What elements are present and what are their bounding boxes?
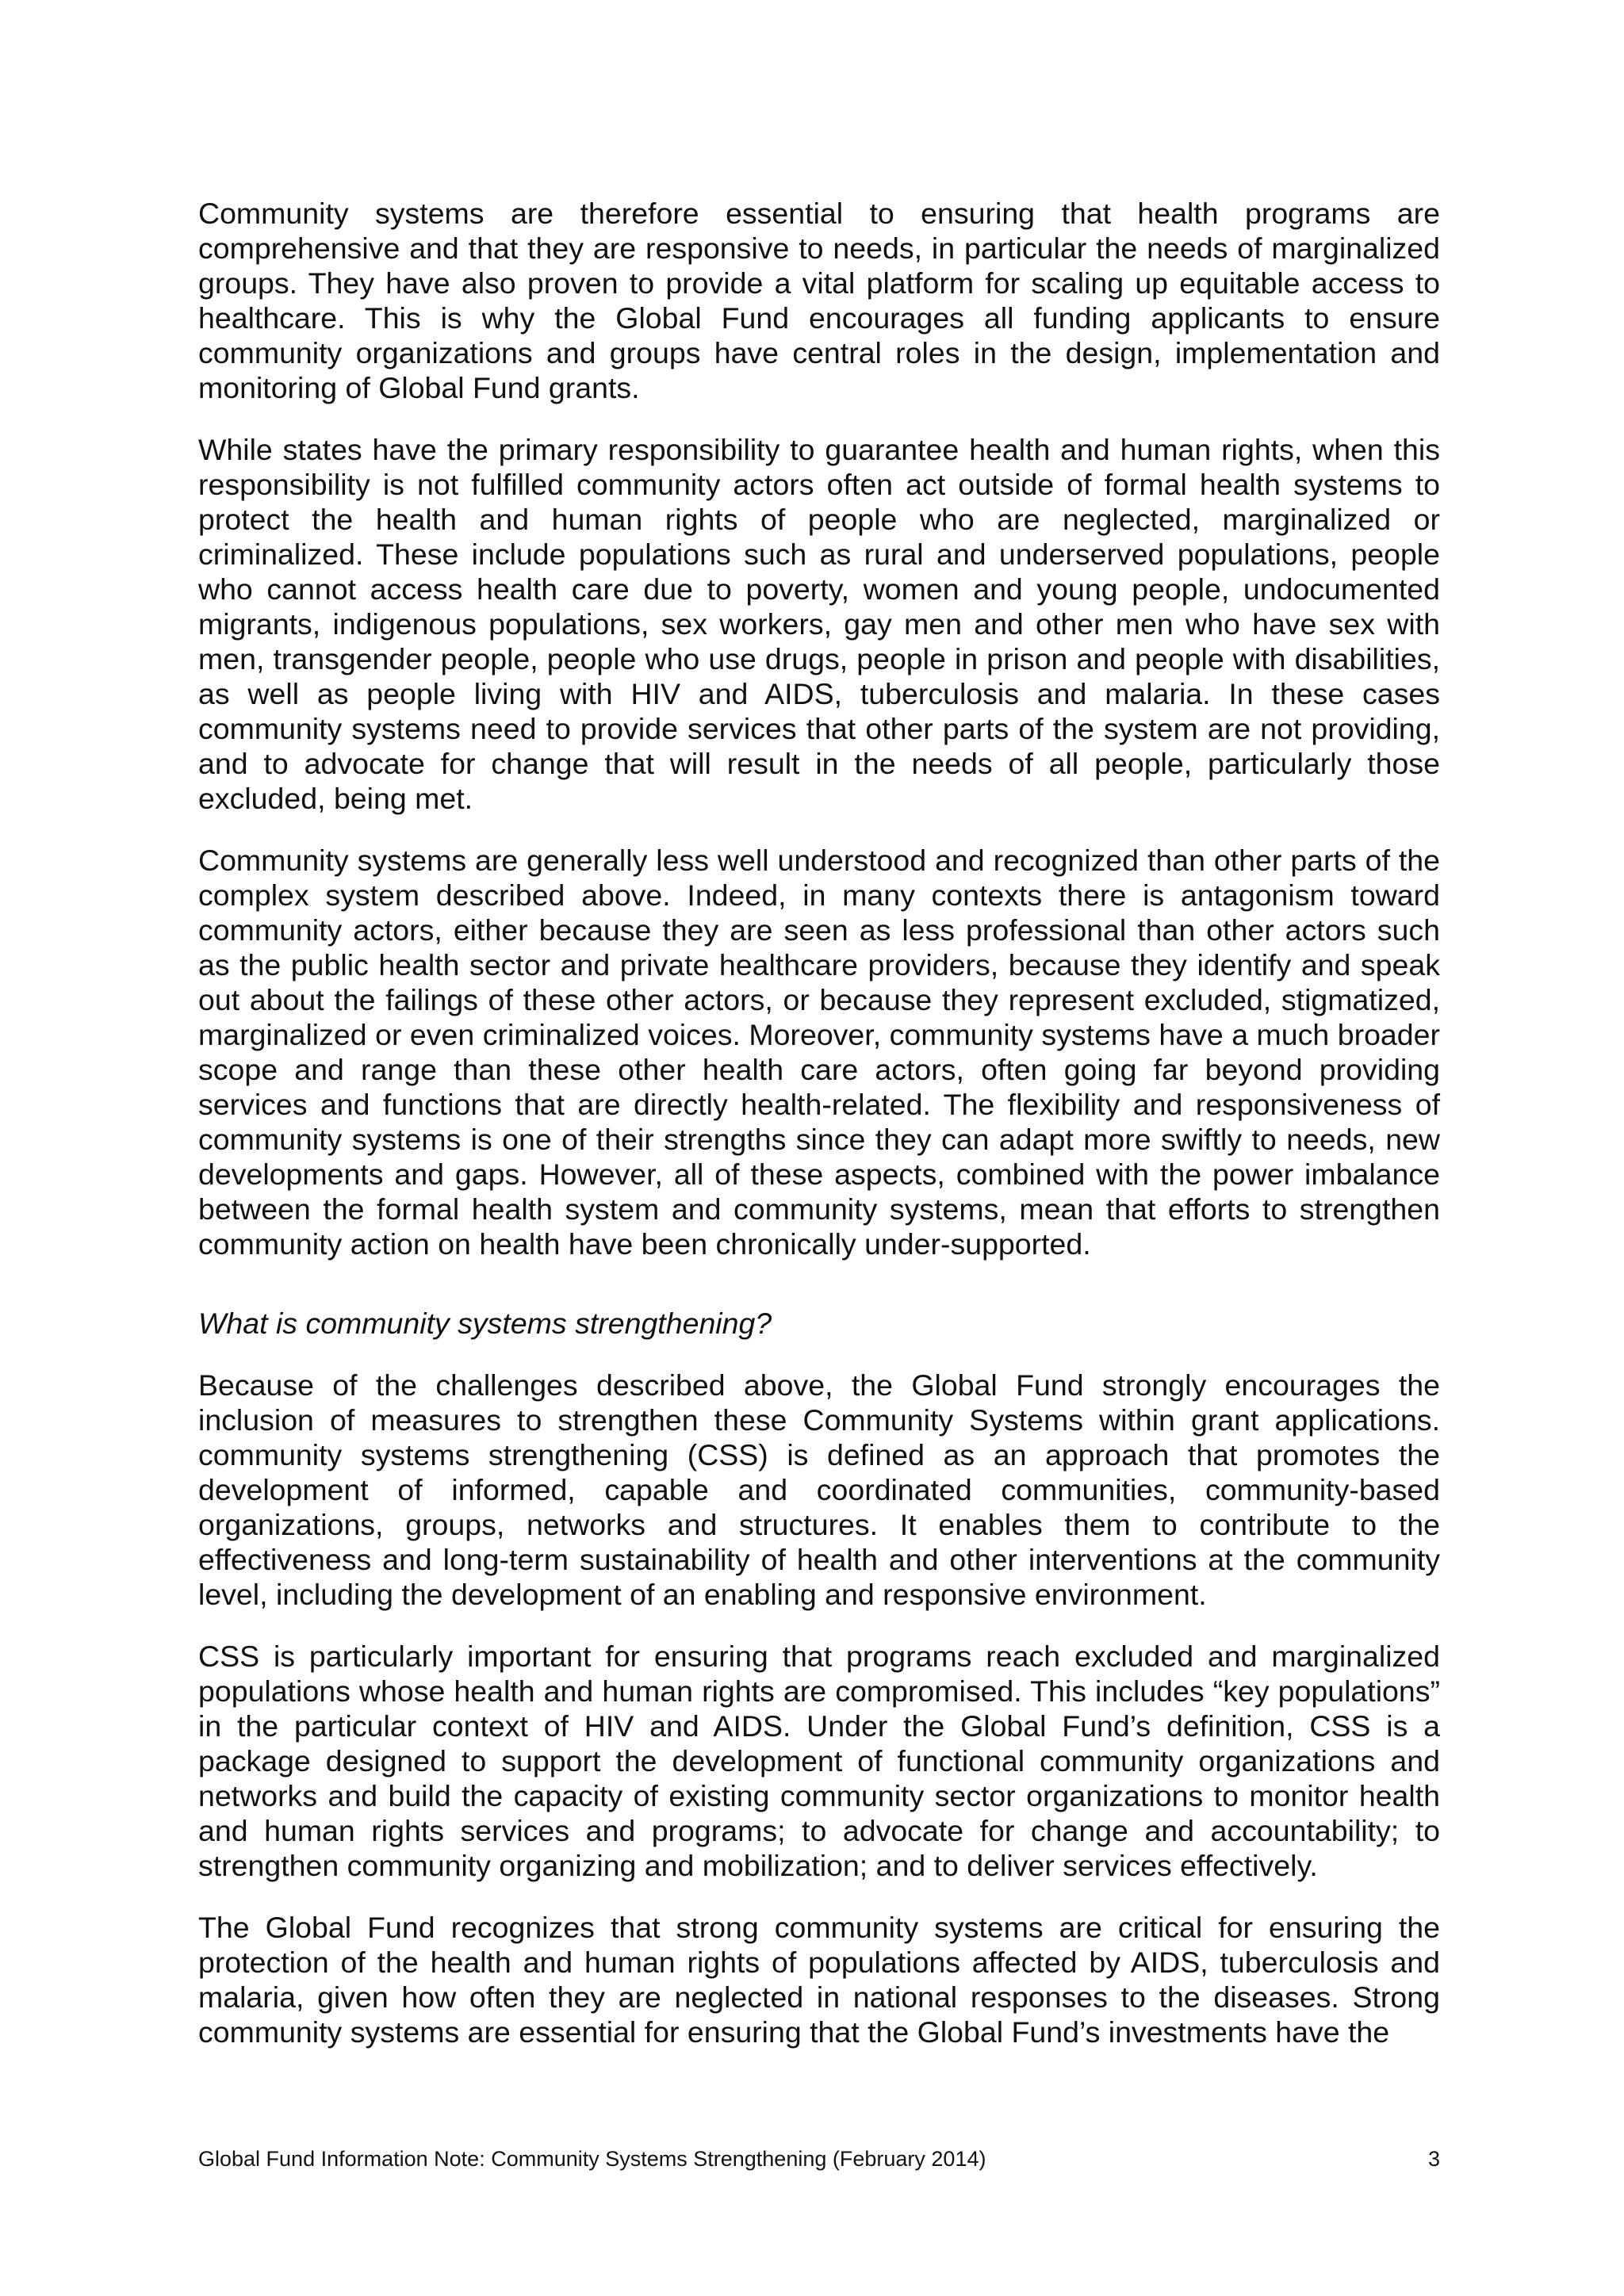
footer-title: Global Fund Information Note: Community Systems Strengthening (February 2014) [198, 2147, 986, 2171]
paragraph-4: Because of the challenges described above, the Global Fund strongly encourages the inclusion of measures to strengthen these Community Systems within grant applications. community systems strengthening (CSS) is defined as an approach that promotes the development of informed, capable and coordinated communities, community-based organizations, groups, networks and structures. It enables them to contribute to the effectiveness and long-term sustainability of health and other interventions at the community level, including the development of an enabling and responsive environment. [198, 1368, 1440, 1611]
paragraph-3: Community systems are generally less well understood and recognized than other parts of the complex system described above. Indeed, in many contexts there is antagonism toward community actors, either because they are seen as less professional than other actors such as the public health sector and private healthcare providers, because they identify and speak out about the failings of these other actors, or because they represent excluded, stigmatized, marginalized or even criminalized voices. Moreover, community systems have a much broader scope and range than these other health care actors, often going far beyond providing services and functions that are directly health-related. The flexibility and responsiveness of community systems is one of their strengths since they can adapt more swiftly to needs, new developments and gaps. However, all of these aspects, combined with the power imbalance between the formal health system and community systems, mean that efforts to strengthen community action on health have been chronically under-supported. [198, 844, 1440, 1261]
document-body [198, 196, 1440, 2076]
paragraph-2: While states have the primary responsibility to guarantee health and human rights, when this responsibility is not fulfilled community actors often act outside of formal health systems to protect the health and human rights of people who are neglected, marginalized or criminalized. These include populations such as rural and underserved populations, people who cannot access health care due to poverty, women and young people, undocumented migrants, indigenous populations, sex workers, gay men and other men who have sex with men, transgender people, people who use drugs, people in prison and people with disabilities, as well as people living with HIV and AIDS, tuberculosis and malaria. In these cases community systems need to provide services that other parts of the system are not providing, and to advocate for change that will result in the needs of all people, particularly those excluded, being met. [198, 433, 1440, 815]
page-footer [198, 2145, 1440, 2172]
paragraph-5: CSS is particularly important for ensuring that programs reach excluded and marginalized populations whose health and human rights are compromised. This includes “key populations” in the particular context of HIV and AIDS. Under the Global Fund’s definition, CSS is a package designed to support the development of functional community organizations and networks and build the capacity of existing community sector organizations to monitor health and human rights services and programs; to advocate for change and accountability; to strengthen community organizing and mobilization; and to deliver services effectively. [198, 1640, 1440, 1882]
page-number: 3 [1427, 2147, 1440, 2171]
paragraph-6: The Global Fund recognizes that strong community systems are critical for ensuring the protection of the health and human rights of populations affected by AIDS, tuberculosis and malaria, given how often they are neglected in national responses to the diseases. Strong community systems are essential for ensuring that the Global Fund’s investments have the [198, 1911, 1440, 2049]
paragraph-1: Community systems are therefore essential to ensuring that health programs are comprehensive and that they are responsive to needs, in particular the needs of marginalized groups. They have also proven to provide a vital platform for scaling up equitable access to healthcare. This is why the Global Fund encourages all funding applicants to ensure community organizations and groups have central roles in the design, implementation and monitoring of Global Fund grants. [198, 197, 1440, 404]
section-heading: What is community systems strengthening? [198, 1307, 772, 1340]
